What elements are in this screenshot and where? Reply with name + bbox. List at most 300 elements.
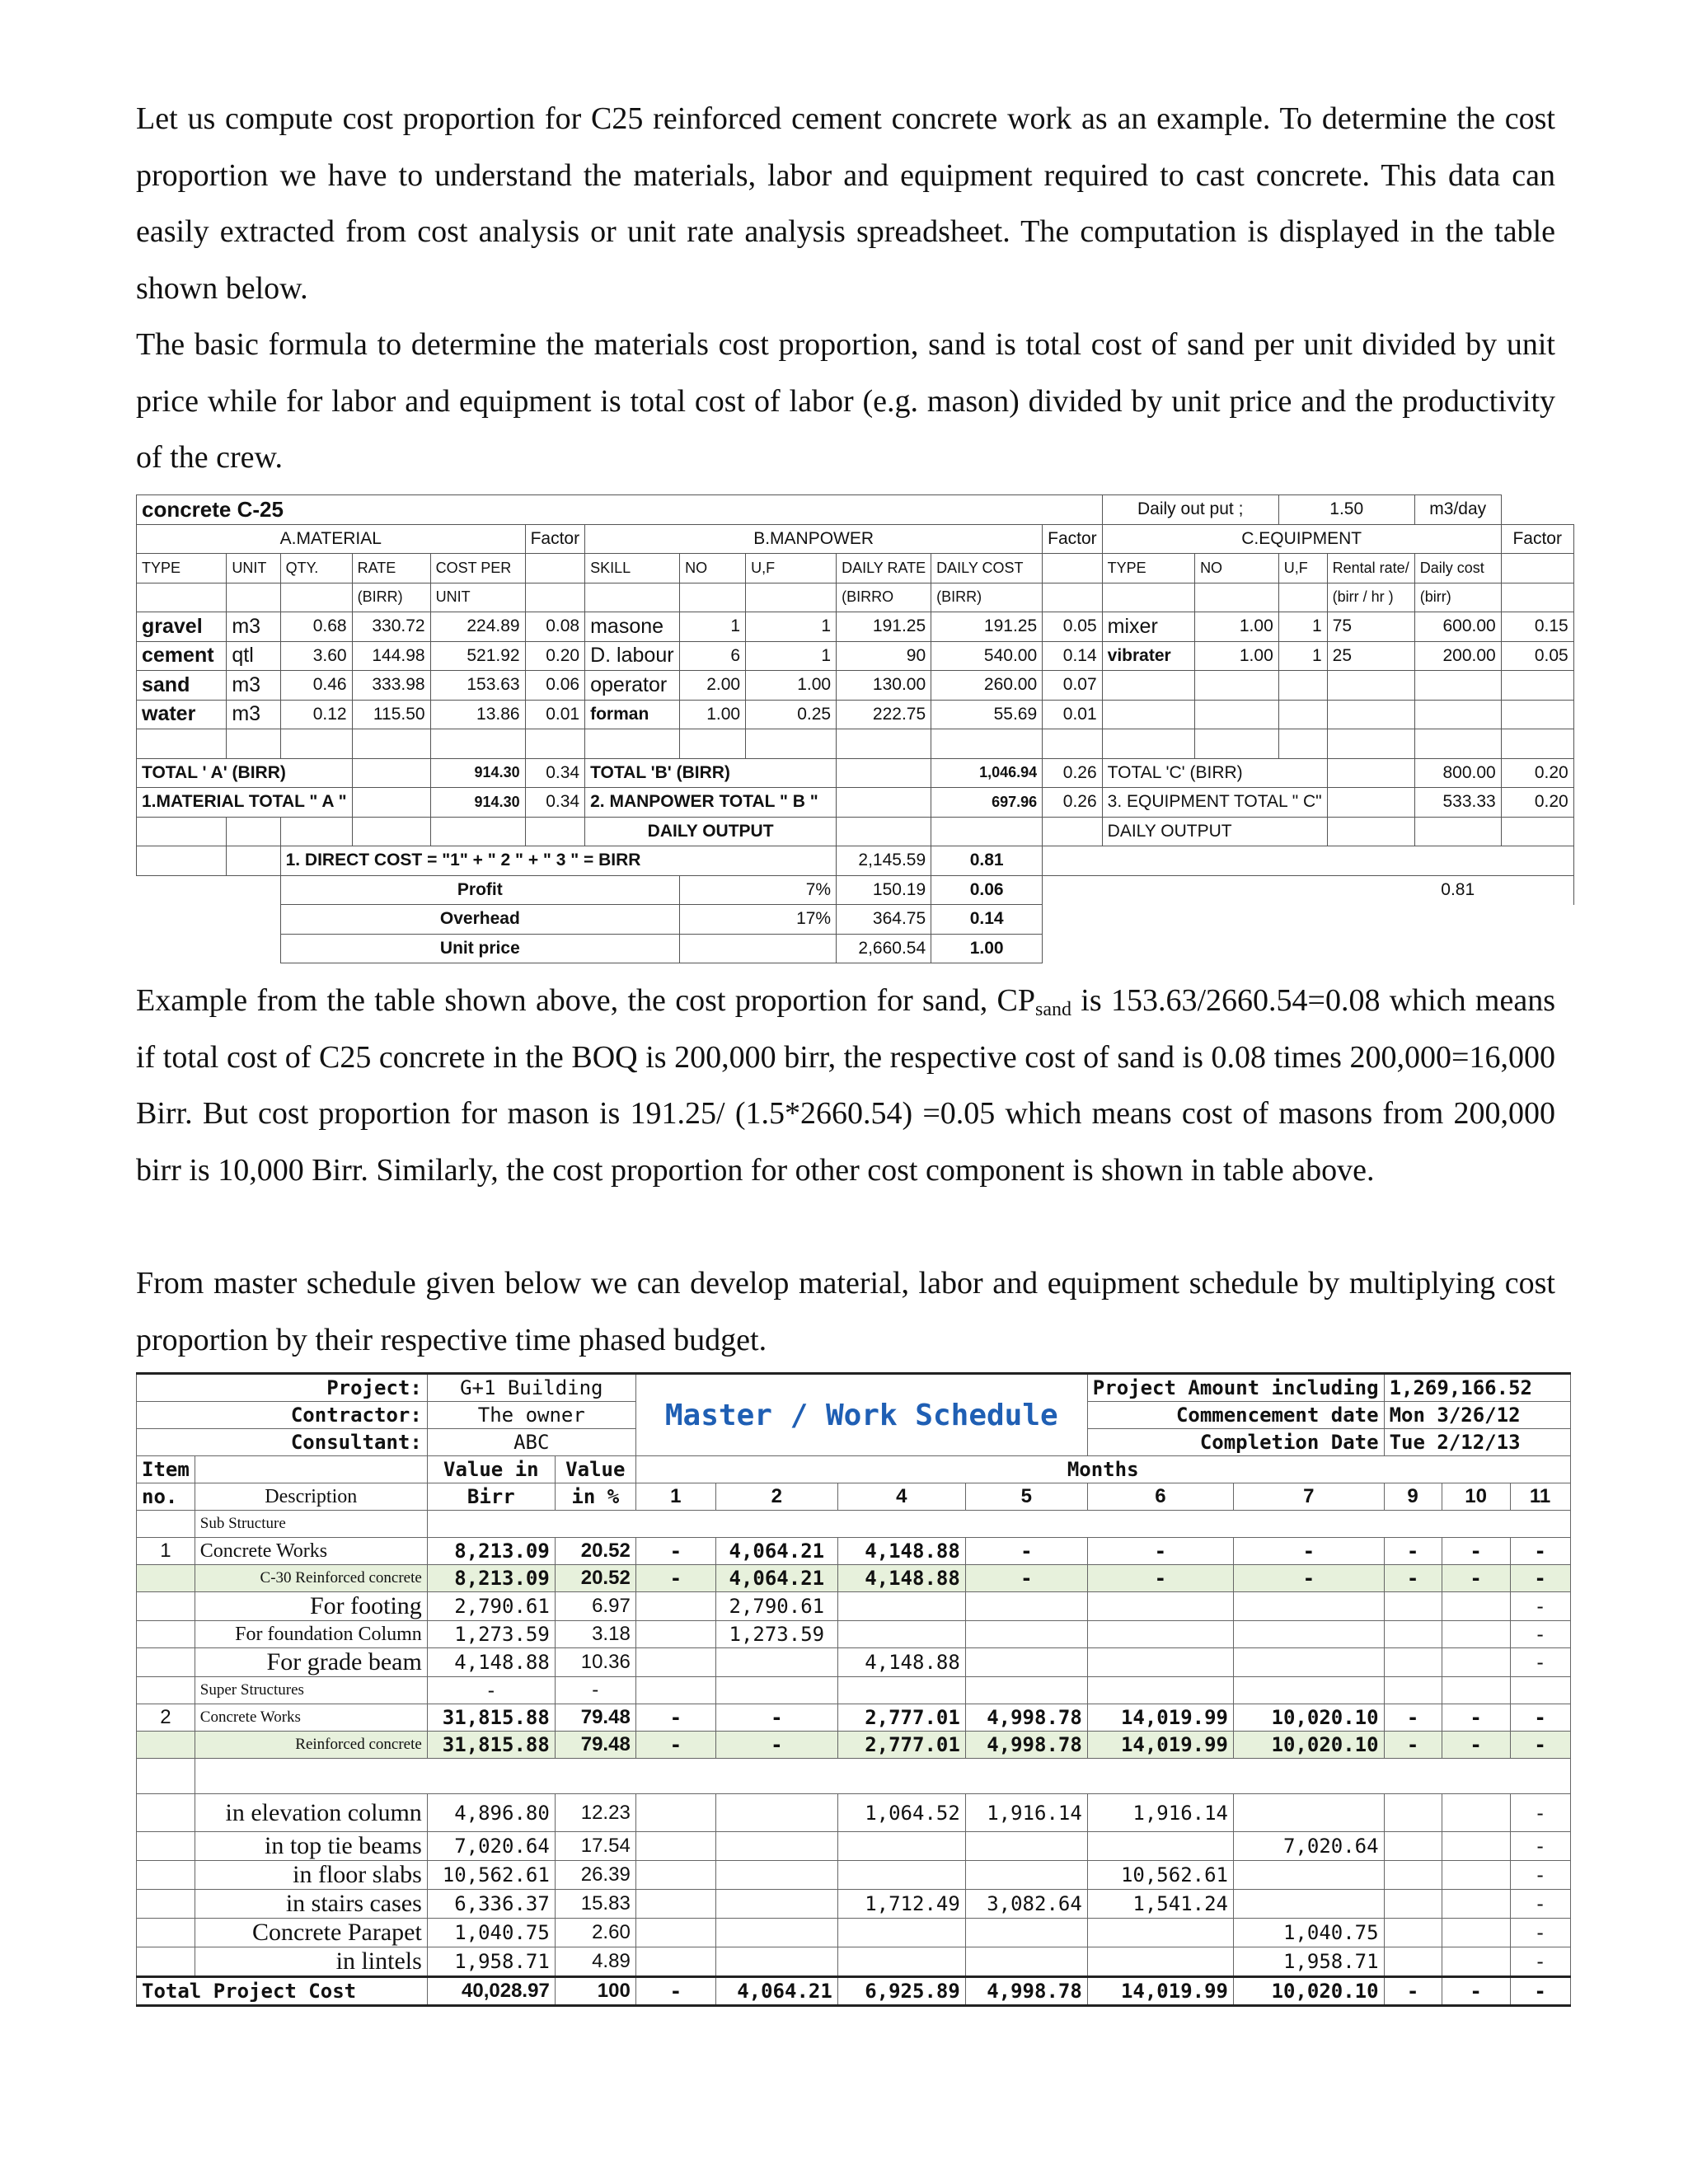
material-cost: 13.86 — [430, 700, 525, 729]
equipment-daily-cost: 200.00 — [1414, 641, 1501, 671]
material-total-label: 1.MATERIAL TOTAL " A " — [137, 788, 353, 818]
month-value — [1442, 1677, 1510, 1704]
skill-no: 6 — [680, 641, 746, 671]
schedule-row — [137, 1704, 1571, 1732]
item-header: Item — [137, 1456, 195, 1483]
intro-paragraph-1: Let us compute cost proportion for C25 reinforced cement concrete work as an example. To determine the cost proportion we have to understand the materials, labor and equipment required to cast concrete. This data can easily extracted from cost analysis or unit rate analysis spreadsheet. The computation is displayed in the table shown below. — [136, 101, 1555, 306]
daily-output-label: Daily out put ; — [1102, 495, 1278, 525]
schedule-row — [137, 1794, 1571, 1832]
month-value: 2,777.01 — [837, 1732, 965, 1759]
material-type: cement — [137, 641, 227, 671]
skill: masone — [585, 612, 680, 642]
month-value — [1384, 1648, 1442, 1677]
cost-daily-output-row — [137, 817, 1574, 846]
month-value — [635, 1794, 715, 1832]
month-value: - — [1384, 1538, 1442, 1565]
schedule-row — [137, 1832, 1571, 1861]
row-value: 1,040.75 — [427, 1919, 555, 1947]
equipment-factor: 0.15 — [1501, 612, 1573, 642]
direct-cost-label: 1. DIRECT COST = "1" + " 2 " + " 3 " = BIRR — [280, 846, 837, 876]
row-description: in lintels — [195, 1947, 427, 1977]
total-project-value: 40,028.97 — [427, 1977, 555, 2006]
material-unit: m3 — [227, 700, 280, 729]
consultant-label: Consultant: — [137, 1429, 428, 1456]
schedule-title: Master / Work Schedule — [635, 1374, 1087, 1456]
material-cost: 224.89 — [430, 612, 525, 642]
month-value — [715, 1919, 837, 1947]
cost-proportion-table — [136, 494, 1574, 963]
unit-price-label: Unit price — [280, 934, 680, 963]
month-value: 4,064.21 — [715, 1538, 837, 1565]
header-daily-cost: DAILY COST — [931, 554, 1043, 583]
row-description: For foundation Column — [195, 1621, 427, 1648]
month-value: - — [715, 1704, 837, 1732]
percent-header-unit: in % — [555, 1483, 635, 1511]
header-equip-daily-unit: (birr) — [1414, 583, 1501, 612]
item-number — [137, 1890, 195, 1919]
equipment-daily-output-text: DAILY OUTPUT — [1102, 817, 1327, 846]
consultant-name: ABC — [427, 1429, 635, 1456]
row-value: - — [427, 1677, 555, 1704]
month-value: 1,916.14 — [965, 1794, 1087, 1832]
skill-daily-cost: 191.25 — [931, 612, 1043, 642]
header-daily-rate-unit: (BIRRO — [837, 583, 931, 612]
schedule-header-row-1 — [137, 1374, 1571, 1402]
month-value — [635, 1832, 715, 1861]
cost-row — [137, 641, 1574, 671]
total-b-label: TOTAL 'B' (BIRR) — [585, 758, 837, 788]
month-value: 1,916.14 — [1087, 1794, 1233, 1832]
month-value: 2,777.01 — [837, 1704, 965, 1732]
material-type: gravel — [137, 612, 227, 642]
month-header: 5 — [965, 1483, 1087, 1511]
row-percent: 17.54 — [555, 1832, 635, 1861]
skill: forman — [585, 700, 680, 729]
cost-grand-total-row — [137, 788, 1574, 818]
month-value — [1442, 1648, 1510, 1677]
cost-section-row — [137, 524, 1574, 554]
skill: D. labour — [585, 641, 680, 671]
row-percent: 26.39 — [555, 1861, 635, 1890]
month-value — [837, 1592, 965, 1621]
material-factor: 0.01 — [525, 700, 585, 729]
total-a: 914.30 — [430, 758, 525, 788]
month-value — [1442, 1919, 1510, 1947]
overhead-percent: 17% — [680, 905, 837, 935]
row-percent: 15.83 — [555, 1890, 635, 1919]
row-percent: 2.60 — [555, 1919, 635, 1947]
month-value — [1087, 1832, 1233, 1861]
row-value: 4,148.88 — [427, 1648, 555, 1677]
profit-value: 150.19 — [837, 875, 931, 905]
header-rental-rate: Rental rate/ — [1327, 554, 1414, 583]
schedule-row — [137, 1677, 1571, 1704]
month-value: - — [635, 1565, 715, 1592]
factor-manpower-header: Factor — [1043, 524, 1103, 554]
month-value — [1384, 1794, 1442, 1832]
schedule-col-header-1 — [137, 1456, 1571, 1483]
project-amount-label: Project Amount including — [1087, 1374, 1384, 1402]
material-type: water — [137, 700, 227, 729]
commencement-label: Commencement date — [1087, 1402, 1384, 1429]
material-rate: 333.98 — [352, 671, 430, 701]
material-rate: 144.98 — [352, 641, 430, 671]
material-total: 914.30 — [430, 788, 525, 818]
material-rate: 115.50 — [352, 700, 430, 729]
header-equip-no: NO — [1195, 554, 1279, 583]
month-value — [715, 1861, 837, 1890]
month-value — [1087, 1592, 1233, 1621]
equipment-type: mixer — [1102, 612, 1194, 642]
month-value: 1,040.75 — [1234, 1919, 1385, 1947]
profit-row — [137, 875, 1574, 905]
row-value: 1,273.59 — [427, 1621, 555, 1648]
month-value: - — [1087, 1565, 1233, 1592]
total-project-label: Total Project Cost — [137, 1977, 428, 2006]
master-schedule-table — [136, 1372, 1571, 2007]
month-value — [965, 1621, 1087, 1648]
total-month-value: - — [1384, 1977, 1442, 2006]
total-month-value: 4,998.78 — [965, 1977, 1087, 2006]
month-value: 1,541.24 — [1087, 1890, 1233, 1919]
skill-no: 1.00 — [680, 700, 746, 729]
month-value: 4,998.78 — [965, 1704, 1087, 1732]
material-factor: 0.08 — [525, 612, 585, 642]
month-value: 4,064.21 — [715, 1565, 837, 1592]
item-number: 2 — [137, 1704, 195, 1732]
manpower-factor: 0.14 — [1043, 641, 1103, 671]
item-number — [137, 1794, 195, 1832]
month-value — [837, 1832, 965, 1861]
month-value: - — [635, 1704, 715, 1732]
month-value — [1234, 1890, 1385, 1919]
example-text-b: is 153.63/2660.54=0.08 which means if total cost of C25 concrete in the BOQ is 200,000 birr, the respective cost of sand is 0.08 times 200,000=16,000 Birr. But cost proportion for mason is 191.25/ (1.5*2660.54) =0.05 which means cost of masons from 200,000 birr is 10,000 Birr. Similarly, the cost proportion for other cost component is shown in table above. — [136, 983, 1555, 1188]
item-number — [137, 1732, 195, 1759]
equipment-factor: 0.05 — [1501, 641, 1573, 671]
month-value — [1442, 1890, 1510, 1919]
direct-cost-factor: 0.81 — [931, 846, 1043, 876]
month-value: - — [635, 1538, 715, 1565]
month-value — [965, 1832, 1087, 1861]
month-value — [635, 1919, 715, 1947]
month-value — [837, 1677, 965, 1704]
manpower-total-factor: 0.26 — [1043, 788, 1103, 818]
month-value: - — [1510, 1947, 1570, 1977]
month-value: - — [1510, 1621, 1570, 1648]
month-value: - — [1384, 1732, 1442, 1759]
section-equipment: C.EQUIPMENT — [1102, 524, 1501, 554]
skill: operator — [585, 671, 680, 701]
schedule-row — [137, 1648, 1571, 1677]
row-value: 8,213.09 — [427, 1538, 555, 1565]
month-value: - — [1442, 1565, 1510, 1592]
month-header: 6 — [1087, 1483, 1233, 1511]
row-value: 4,896.80 — [427, 1794, 555, 1832]
spacer-row — [137, 1759, 1571, 1794]
skill-daily-cost: 540.00 — [931, 641, 1043, 671]
row-value: 7,020.64 — [427, 1832, 555, 1861]
header-qty: QTY. — [280, 554, 352, 583]
item-number — [137, 1621, 195, 1648]
daily-output-unit: m3/day — [1414, 495, 1501, 525]
header-equip-daily-cost: Daily cost — [1414, 554, 1501, 583]
item-number — [137, 1677, 195, 1704]
item-number — [137, 1861, 195, 1890]
contractor-label: Contractor: — [137, 1402, 428, 1429]
master-schedule-paragraph: From master schedule given below we can develop material, labor and equipment schedule by multiplying cost proportion by their respective time phased budget. — [136, 1266, 1555, 1357]
month-value: - — [1510, 1648, 1570, 1677]
month-value: - — [1442, 1538, 1510, 1565]
month-value — [1087, 1947, 1233, 1977]
month-value — [1384, 1890, 1442, 1919]
equipment-rental: 75 — [1327, 612, 1414, 642]
month-value — [965, 1592, 1087, 1621]
schedule-col-header-2 — [137, 1483, 1571, 1511]
skill-daily-rate: 191.25 — [837, 612, 931, 642]
unit-price-factor: 1.00 — [931, 934, 1043, 963]
header-rate-unit: (BIRR) — [352, 583, 430, 612]
total-month-value: - — [1510, 1977, 1570, 2006]
month-value — [965, 1947, 1087, 1977]
month-value — [1384, 1861, 1442, 1890]
sub-structure-label: Sub Structure — [195, 1511, 427, 1538]
skill-uf: 0.25 — [746, 700, 837, 729]
month-value — [1442, 1861, 1510, 1890]
total-month-value: - — [635, 1977, 715, 2006]
month-value: - — [965, 1538, 1087, 1565]
completion-date: Tue 2/12/13 — [1384, 1429, 1570, 1456]
skill-no: 2.00 — [680, 671, 746, 701]
month-value — [715, 1832, 837, 1861]
month-value: - — [1510, 1890, 1570, 1919]
overhead-row — [137, 905, 1574, 935]
cost-row — [137, 612, 1574, 642]
month-value — [635, 1648, 715, 1677]
month-value: - — [1442, 1732, 1510, 1759]
row-percent: 3.18 — [555, 1621, 635, 1648]
material-cost: 521.92 — [430, 641, 525, 671]
month-value: - — [1510, 1538, 1570, 1565]
total-month-value: 6,925.89 — [837, 1977, 965, 2006]
row-value: 31,815.88 — [427, 1704, 555, 1732]
row-description: Concrete Works — [195, 1704, 427, 1732]
material-qty: 0.46 — [280, 671, 352, 701]
material-rate: 330.72 — [352, 612, 430, 642]
month-value — [1234, 1677, 1385, 1704]
skill-uf: 1 — [746, 641, 837, 671]
month-value: - — [1510, 1919, 1570, 1947]
header-equip-type: TYPE — [1102, 554, 1194, 583]
month-value — [715, 1677, 837, 1704]
month-value: 14,019.99 — [1087, 1704, 1233, 1732]
month-value: - — [635, 1732, 715, 1759]
month-value — [1384, 1947, 1442, 1977]
row-description: Concrete Works — [195, 1538, 427, 1565]
equipment-uf: 1 — [1278, 612, 1327, 642]
equipment-rental: 25 — [1327, 641, 1414, 671]
month-header: 1 — [635, 1483, 715, 1511]
month-value — [965, 1919, 1087, 1947]
skill-uf: 1.00 — [746, 671, 837, 701]
item-number — [137, 1947, 195, 1977]
equipment-total-factor: 0.20 — [1501, 788, 1573, 818]
month-value: - — [1234, 1538, 1385, 1565]
material-unit: m3 — [227, 612, 280, 642]
super-structures-label: Super Structures — [195, 1677, 427, 1704]
month-value: 2,790.61 — [715, 1592, 837, 1621]
month-value: 4,998.78 — [965, 1732, 1087, 1759]
month-value: - — [1384, 1565, 1442, 1592]
month-value: 1,958.71 — [1234, 1947, 1385, 1977]
project-label: Project: — [137, 1374, 428, 1402]
month-value: - — [1510, 1704, 1570, 1732]
month-value: - — [965, 1565, 1087, 1592]
material-unit: qtl — [227, 641, 280, 671]
month-value — [1234, 1592, 1385, 1621]
month-value: - — [1510, 1794, 1570, 1832]
overhead-factor: 0.14 — [931, 905, 1043, 935]
month-value: 7,020.64 — [1234, 1832, 1385, 1861]
total-a-factor: 0.34 — [525, 758, 585, 788]
side-factor-value: 0.81 — [1441, 880, 1475, 899]
schedule-row — [137, 1538, 1571, 1565]
month-value: 4,148.88 — [837, 1565, 965, 1592]
total-month-value: - — [1442, 1977, 1510, 2006]
description-header: Description — [195, 1483, 427, 1511]
row-description: Concrete Parapet — [195, 1919, 427, 1947]
month-value — [1087, 1919, 1233, 1947]
month-value: - — [1510, 1861, 1570, 1890]
manpower-factor: 0.05 — [1043, 612, 1103, 642]
material-factor: 0.20 — [525, 641, 585, 671]
schedule-body — [137, 1538, 1571, 1977]
row-percent: - — [555, 1677, 635, 1704]
material-type: sand — [137, 671, 227, 701]
profit-percent: 7% — [680, 875, 837, 905]
project-name: G+1 Building — [427, 1374, 635, 1402]
schedule-row — [137, 1621, 1571, 1648]
months-header: Months — [635, 1456, 1570, 1483]
month-value — [1234, 1794, 1385, 1832]
row-value: 10,562.61 — [427, 1861, 555, 1890]
month-value — [715, 1890, 837, 1919]
profit-label: Profit — [280, 875, 680, 905]
unit-price-row — [137, 934, 1574, 963]
material-total-factor: 0.34 — [525, 788, 585, 818]
header-rental-unit: (birr / hr ) — [1327, 583, 1414, 612]
cost-table-title: concrete C-25 — [137, 495, 1103, 525]
material-unit: m3 — [227, 671, 280, 701]
month-value — [635, 1677, 715, 1704]
month-value: - — [1510, 1565, 1570, 1592]
cost-row — [137, 671, 1574, 701]
header-daily-cost-unit: (BIRR) — [931, 583, 1043, 612]
month-header: 7 — [1234, 1483, 1385, 1511]
month-header: 10 — [1442, 1483, 1510, 1511]
row-percent: 12.23 — [555, 1794, 635, 1832]
skill-uf: 1 — [746, 612, 837, 642]
month-header: 2 — [715, 1483, 837, 1511]
skill-daily-cost: 55.69 — [931, 700, 1043, 729]
row-percent: 20.52 — [555, 1538, 635, 1565]
month-value: 4,148.88 — [837, 1648, 965, 1677]
month-value — [715, 1794, 837, 1832]
item-number — [137, 1565, 195, 1592]
month-value: - — [1442, 1704, 1510, 1732]
row-percent: 79.48 — [555, 1704, 635, 1732]
header-no: NO — [680, 554, 746, 583]
sub-structure-row — [137, 1511, 1571, 1538]
month-value — [1442, 1621, 1510, 1648]
schedule-row — [137, 1565, 1571, 1592]
month-value — [837, 1947, 965, 1977]
row-description: in elevation column — [195, 1794, 427, 1832]
month-value — [837, 1621, 965, 1648]
month-value — [1442, 1794, 1510, 1832]
total-project-percent: 100 — [555, 1977, 635, 2006]
month-header: 11 — [1510, 1483, 1570, 1511]
row-description: in floor slabs — [195, 1861, 427, 1890]
total-a-label: TOTAL ' A' (BIRR) — [137, 758, 353, 788]
item-number — [137, 1832, 195, 1861]
value-header: Value in — [427, 1456, 555, 1483]
schedule-row — [137, 1890, 1571, 1919]
total-b-factor: 0.26 — [1043, 758, 1103, 788]
section-material: A.MATERIAL — [137, 524, 526, 554]
row-description: For footing — [195, 1592, 427, 1621]
month-value: 1,712.49 — [837, 1890, 965, 1919]
month-value — [635, 1890, 715, 1919]
month-value: - — [1510, 1592, 1570, 1621]
example-text-a: Example from the table shown above, the cost proportion for sand, CP — [136, 983, 1035, 1018]
month-value: - — [1510, 1832, 1570, 1861]
total-month-value: 14,019.99 — [1087, 1977, 1233, 2006]
row-percent: 20.52 — [555, 1565, 635, 1592]
unit-price-value: 2,660.54 — [837, 934, 931, 963]
month-value — [1442, 1947, 1510, 1977]
row-value: 2,790.61 — [427, 1592, 555, 1621]
month-value — [1384, 1592, 1442, 1621]
daily-output-value: 1.50 — [1278, 495, 1414, 525]
schedule-row — [137, 1919, 1571, 1947]
total-c: 800.00 — [1414, 758, 1501, 788]
daily-output-text: DAILY OUTPUT — [585, 817, 837, 846]
month-value: - — [1510, 1732, 1570, 1759]
month-value — [965, 1861, 1087, 1890]
month-value: 1,273.59 — [715, 1621, 837, 1648]
month-value — [837, 1861, 965, 1890]
header-equip-uf: U,F — [1278, 554, 1327, 583]
schedule-row — [137, 1732, 1571, 1759]
example-subscript: sand — [1035, 999, 1071, 1020]
manpower-factor: 0.01 — [1043, 700, 1103, 729]
row-percent: 79.48 — [555, 1732, 635, 1759]
month-value — [1234, 1861, 1385, 1890]
skill-daily-rate: 130.00 — [837, 671, 931, 701]
row-percent: 4.89 — [555, 1947, 635, 1977]
commencement-date: Mon 3/26/12 — [1384, 1402, 1570, 1429]
factor-equipment-header: Factor — [1501, 524, 1573, 554]
equipment-total: 533.33 — [1414, 788, 1501, 818]
row-percent: 10.36 — [555, 1648, 635, 1677]
material-factor: 0.06 — [525, 671, 585, 701]
header-rate: RATE — [352, 554, 430, 583]
equipment-daily-cost: 600.00 — [1414, 612, 1501, 642]
month-value — [837, 1919, 965, 1947]
material-qty: 0.68 — [280, 612, 352, 642]
material-cost: 153.63 — [430, 671, 525, 701]
overhead-value: 364.75 — [837, 905, 931, 935]
